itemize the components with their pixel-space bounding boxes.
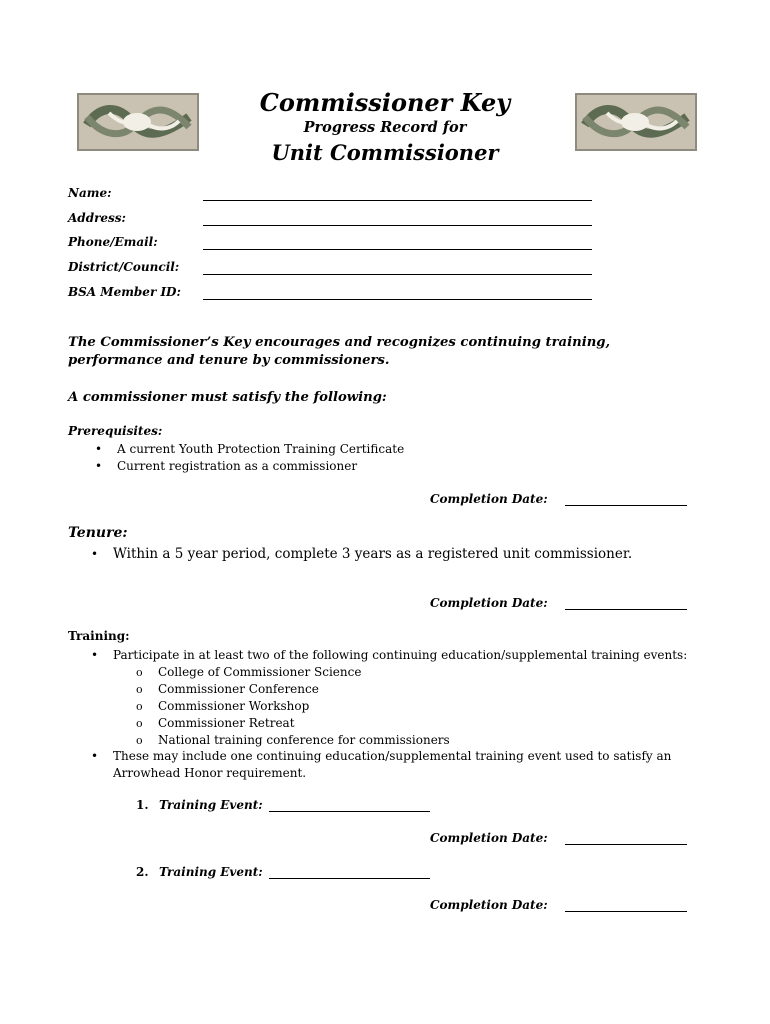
completion-date-line[interactable] (565, 844, 687, 845)
sub-bullet-icon: o (136, 717, 143, 730)
list-item: o National training conference for commissioners (136, 733, 450, 747)
list-item-continuation: Arrowhead Honor requirement. (113, 766, 307, 780)
field-label: Name: (68, 186, 112, 200)
completion-date-label: Completion Date: (430, 596, 548, 610)
completion-date-label: Completion Date: (430, 831, 548, 845)
event-number: 2. (136, 865, 149, 879)
list-item: • Current registration as a commissioner (95, 459, 358, 473)
tenure-heading: Tenure: (68, 525, 128, 541)
completion-date-label: Completion Date: (430, 898, 548, 912)
document-subtitle: Progress Record for (303, 119, 467, 136)
list-item: • These may include one continuing education/supplemental training event used to satisfy an (91, 749, 672, 763)
completion-date-line[interactable] (565, 505, 687, 506)
document-title: Commissioner Key (259, 88, 511, 117)
document-role-title: Unit Commissioner (271, 140, 499, 165)
list-item: • Within a 5 year period, complete 3 years as a registered unit commissioner. (91, 546, 633, 562)
completion-date-line[interactable] (565, 911, 687, 912)
event-number: 1. (136, 798, 149, 812)
sub-bullet-icon: o (136, 683, 143, 696)
bullet-icon: • (91, 749, 99, 763)
bsa-member-id-input-line[interactable] (203, 299, 592, 300)
field-label: District/Council: (68, 260, 180, 274)
training-event-types-list (136, 664, 450, 749)
training-event-input-line[interactable] (269, 878, 430, 879)
list-item: • Participate in at least two of the following continuing education/supplemental training events: (91, 648, 688, 662)
bullet-icon: • (95, 442, 103, 456)
address-input-line[interactable] (203, 225, 592, 226)
prerequisites-list (95, 441, 405, 475)
name-input-line[interactable] (203, 200, 592, 201)
sub-bullet-icon: o (136, 700, 143, 713)
field-label: Phone/Email: (68, 235, 158, 249)
training-event-input-line[interactable] (269, 811, 430, 812)
list-item: • A current Youth Protection Training Certificate (95, 442, 405, 456)
sub-bullet-icon: o (136, 734, 143, 747)
list-item: o Commissioner Workshop (136, 699, 310, 713)
list-item: o Commissioner Conference (136, 682, 319, 696)
list-item: o Commissioner Retreat (136, 716, 295, 730)
sub-bullet-icon: o (136, 666, 143, 679)
training-heading: Training: (68, 629, 130, 643)
tenure-list (91, 545, 633, 563)
requirement-heading: A commissioner must satisfy the following: (68, 390, 387, 405)
training-event-label: Training Event: (159, 865, 263, 879)
bullet-icon: • (91, 648, 99, 662)
bullet-icon: • (95, 459, 103, 473)
training-note-list (91, 748, 672, 782)
field-label: BSA Member ID: (68, 285, 181, 299)
district-council-input-line[interactable] (203, 274, 592, 275)
training-event-label: Training Event: (159, 798, 263, 812)
list-item: o College of Commissioner Science (136, 665, 362, 679)
field-label: Address: (68, 211, 126, 225)
completion-date-label: Completion Date: (430, 492, 548, 506)
bullet-icon: • (91, 547, 99, 561)
training-list (91, 647, 688, 664)
phone-email-input-line[interactable] (203, 249, 592, 250)
completion-date-line[interactable] (565, 609, 687, 610)
intro-paragraph: The Commissioner’s Key encourages and recognizes continuing training, performance and tenure by commissioners. (68, 335, 611, 368)
prerequisites-heading: Prerequisites: (68, 424, 163, 438)
